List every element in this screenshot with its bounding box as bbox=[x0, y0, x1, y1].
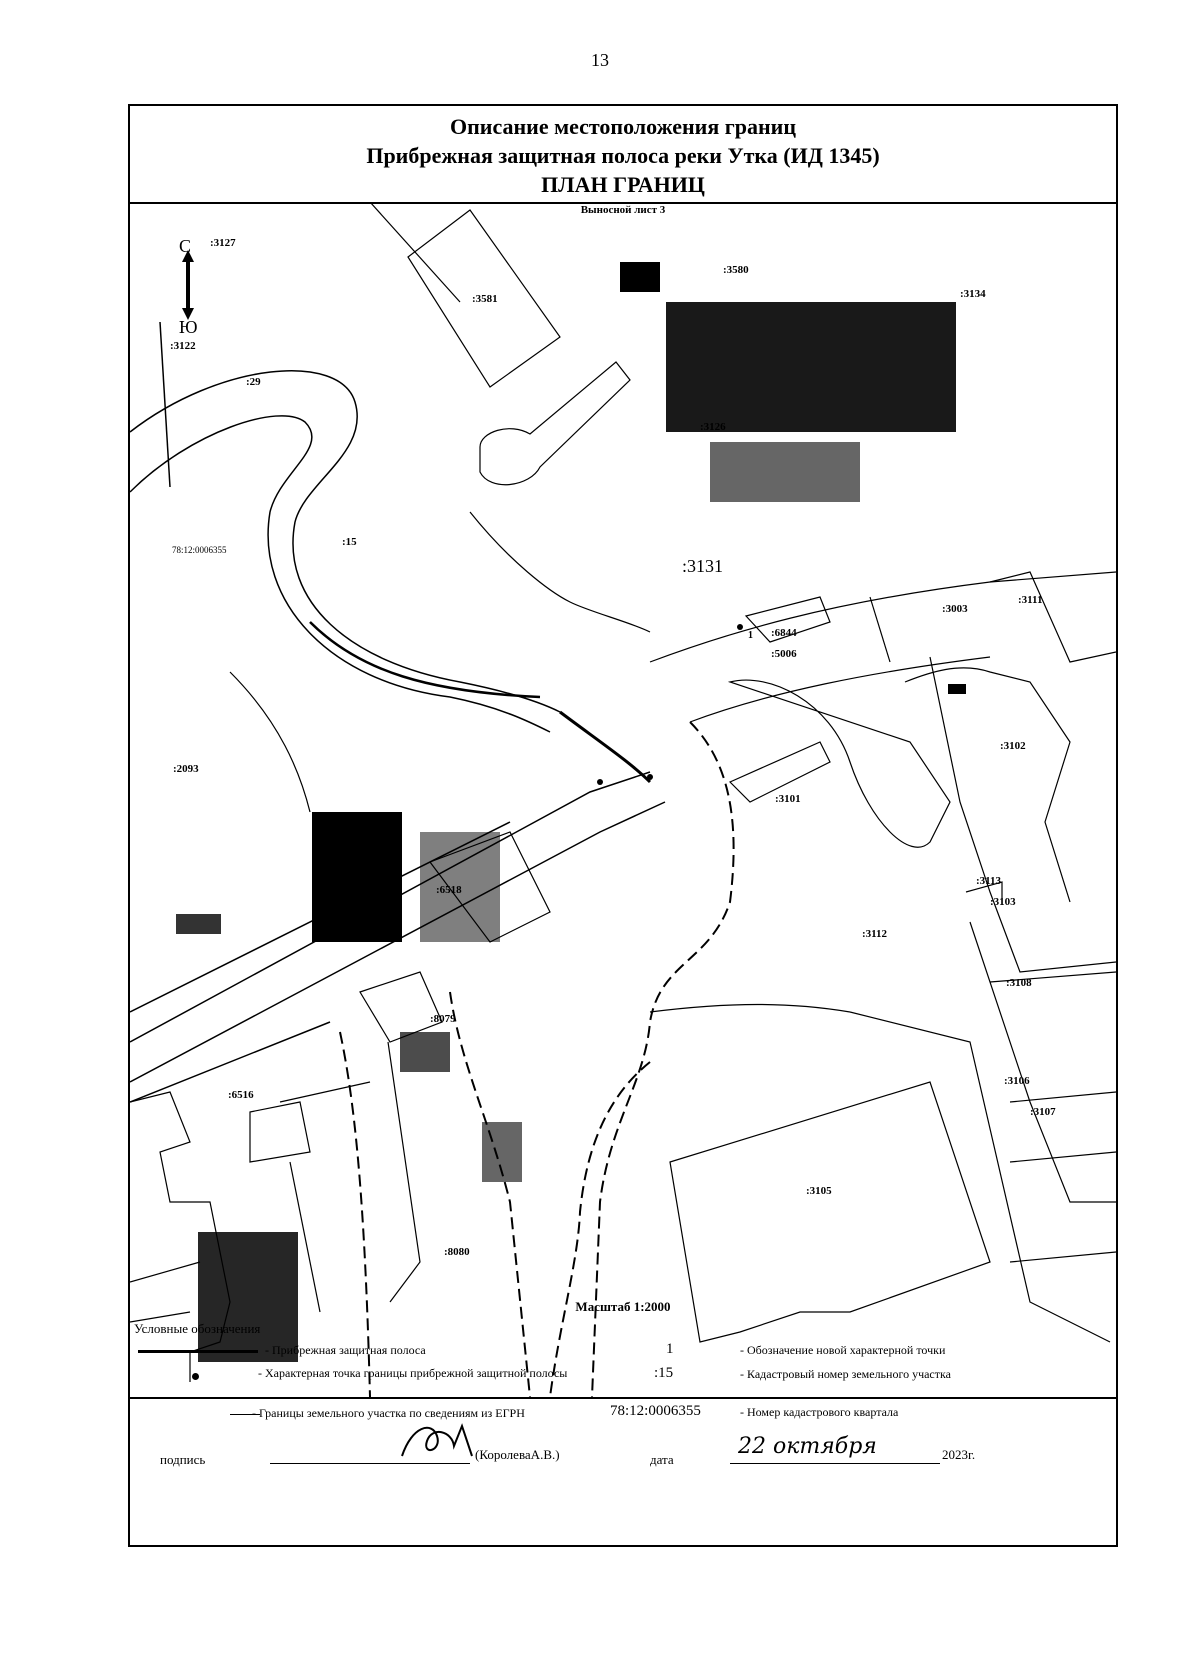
signer-name: (КоролеваА.В.) bbox=[475, 1447, 560, 1462]
label-2093[interactable]: :2093 bbox=[173, 763, 199, 775]
legend-new-point-sample: 1 bbox=[666, 1341, 674, 1357]
label-3112[interactable]: :3112 bbox=[862, 928, 888, 940]
page-number: 13 bbox=[591, 50, 609, 70]
legend-zone-line-sample bbox=[138, 1350, 258, 1353]
label-quarter[interactable]: 78:12:0006355 bbox=[172, 545, 227, 555]
north-arrow-icon bbox=[182, 250, 194, 320]
date-line bbox=[730, 1463, 940, 1464]
label-3105[interactable]: :3105 bbox=[806, 1185, 832, 1197]
map-raster-patches bbox=[176, 262, 966, 1362]
signature-label: подпись bbox=[160, 1452, 206, 1467]
legend-new-point-text: - Обозначение новой характерной точки bbox=[740, 1343, 946, 1357]
date-label: дата bbox=[650, 1452, 674, 1467]
label-6844[interactable]: :6844 bbox=[771, 627, 797, 639]
label-3131[interactable]: :3131 bbox=[682, 556, 724, 576]
legend-parcel-text: - Границы земельного участка по сведениям из ЕГРН bbox=[252, 1406, 525, 1420]
parcel-boundaries bbox=[130, 202, 1116, 1382]
title-line-1: Описание местоположения границ bbox=[449, 114, 797, 139]
label-3107[interactable]: :3107 bbox=[1030, 1106, 1056, 1118]
label-6516[interactable]: :6516 bbox=[228, 1089, 254, 1101]
label-3108[interactable]: :3108 bbox=[1006, 977, 1032, 989]
label-3122[interactable]: :3122 bbox=[170, 340, 196, 352]
label-3580[interactable]: :3580 bbox=[723, 264, 749, 276]
river-utka bbox=[130, 371, 650, 782]
boundary-plan-frame bbox=[128, 104, 1118, 1547]
label-5006[interactable]: :5006 bbox=[771, 648, 797, 660]
cadastral-map[interactable] bbox=[130, 202, 1116, 1399]
label-3113[interactable]: :3113 bbox=[976, 875, 1002, 887]
label-6518[interactable]: :6518 bbox=[436, 884, 462, 896]
compass-south: Ю bbox=[179, 317, 198, 337]
shore-lines bbox=[130, 322, 665, 1102]
label-3581[interactable]: :3581 bbox=[472, 293, 498, 305]
legend-cadastral-sample: :15 bbox=[654, 1365, 674, 1381]
boundary-points bbox=[597, 624, 743, 785]
label-3126[interactable]: :3126 bbox=[700, 421, 726, 433]
label-29[interactable]: :29 bbox=[246, 376, 261, 388]
label-3127[interactable]: :3127 bbox=[210, 237, 236, 249]
label-3101[interactable]: :3101 bbox=[775, 793, 801, 805]
label-3111[interactable]: :3111 bbox=[1018, 594, 1043, 606]
sheet-label: Выносной лист 3 bbox=[580, 204, 666, 216]
label-3134[interactable]: :3134 bbox=[960, 288, 986, 300]
legend-quarter-text: - Номер кадастрового квартала bbox=[740, 1405, 899, 1419]
label-8080[interactable]: :8080 bbox=[444, 1246, 470, 1258]
handwritten-signature bbox=[392, 1416, 482, 1466]
label-8079[interactable]: :8079 bbox=[430, 1013, 456, 1025]
legend-point-icon bbox=[192, 1373, 199, 1380]
label-15[interactable]: :15 bbox=[342, 536, 357, 548]
compass-north: С bbox=[179, 236, 192, 256]
legend-point-text: - Характерная точка границы прибрежной защитной полосы bbox=[258, 1366, 568, 1380]
label-3103[interactable]: :3103 bbox=[990, 896, 1016, 908]
map-scale: Масштаб 1:2000 bbox=[575, 1299, 671, 1314]
handwritten-date: 22 октября bbox=[738, 1434, 877, 1459]
date-year: 2023г. bbox=[942, 1447, 976, 1462]
label-3106[interactable]: :3106 bbox=[1004, 1075, 1030, 1087]
legend-zone-line-text: - Прибрежная защитная полоса bbox=[265, 1343, 426, 1357]
legend-quarter-sample: 78:12:0006355 bbox=[610, 1403, 701, 1419]
legend-cadastral-text: - Кадастровый номер земельного участка bbox=[740, 1367, 951, 1381]
legend-title: Условные обозначения bbox=[134, 1321, 261, 1336]
title-line-2: Прибрежная защитная полоса реки Утка (ИД 1345) bbox=[366, 143, 880, 168]
label-3102[interactable]: :3102 bbox=[1000, 740, 1026, 752]
title-block bbox=[130, 106, 1116, 204]
title-line-3: ПЛАН ГРАНИЦ bbox=[541, 172, 705, 197]
label-point-1[interactable]: 1 bbox=[748, 630, 753, 641]
label-3003[interactable]: :3003 bbox=[942, 603, 968, 615]
